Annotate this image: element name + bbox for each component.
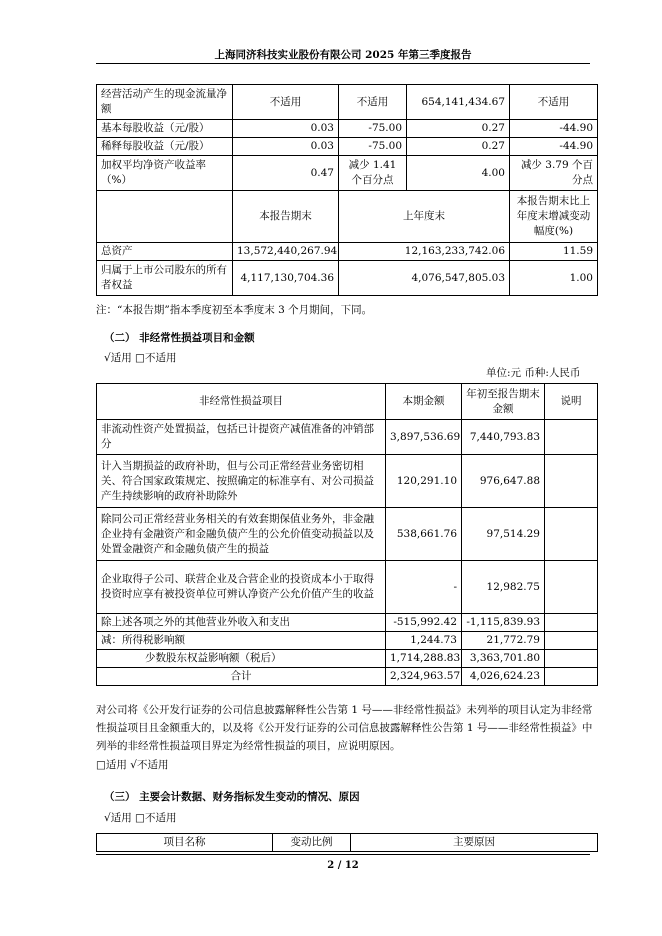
table-cell: 0.03 [233,120,339,138]
table-cell: 归属于上市公司股东的所有者权益 [97,261,233,296]
table-cell: 4,117,130,704.36 [233,261,339,296]
table-cell [97,191,233,243]
table-cell: 计入当期损益的政府补助，但与公司正常经营业务密切相关、符合国家政策规定、按照确定的标准享有、对公司损益产生持续影响的政府补助除外 [97,455,386,508]
table-cell: 13,572,440,267.94 [233,243,339,261]
table-cell: -75.00 [339,138,407,156]
table-cell [545,614,598,632]
financial-data-table [96,84,598,296]
table-cell: -44.90 [510,138,598,156]
table-subheader-row [97,191,598,243]
table-cell: 经营活动产生的现金流量净额 [97,85,233,120]
applicability-checkbox-2: □适用 √不适用 [96,759,169,771]
table-row [97,243,598,261]
table-row [97,156,598,191]
table-row [97,650,598,668]
table-header-cell: 非经常性损益项目 [97,384,386,420]
header-rule [96,63,590,64]
table-cell: 97,514.29 [462,508,545,561]
explanation-paragraph: 对公司将《公开发行证券的公司信息披露解释性公告第 1 号——非经常性损益》未列举的项目认定为非经常性损益项目且金额重大的，以及将《公开发行证券的公司信息披露解释性公告第 1 号——非经常性损益》中列举的非经常性损益项目界定为经常性损益的项目，应说明原因。 [96,704,593,752]
table-cell: 21,772.79 [462,632,545,650]
table-row [97,420,598,455]
table-cell: 加权平均净资产收益率（%） [97,156,233,191]
table-cell [545,668,598,686]
section-title-2: （二） 非经常性损益项目和金额 [104,332,255,344]
unit-label: 单位:元 币种:人民币 [486,367,581,379]
table-cell: -1,115,839.93 [462,614,545,632]
table-cell: 减少 1.41 个百分点 [339,156,407,191]
table-cell: 12,163,233,742.06 [339,243,510,261]
table-cell: 稀释每股收益（元/股） [97,138,233,156]
table-cell: 合计 [97,668,386,686]
table-cell: 1,244.73 [386,632,462,650]
table-cell: 12,982.75 [462,561,545,614]
table-cell: 企业取得子公司、联营企业及合营企业的投资成本小于取得投资时应享有被投资单位可辨认净资产公允价值产生的收益 [97,561,386,614]
table-cell [545,508,598,561]
table-row [97,561,598,614]
footer-rule [96,854,590,855]
table-row [97,120,598,138]
table-cell: 654,141,434.67 [407,85,510,120]
table-cell: 除上述各项之外的其他营业外收入和支出 [97,614,386,632]
table-cell: 4,026,624.23 [462,668,545,686]
table-cell: 除同公司正常经营业务相关的有效套期保值业务外，非金融企业持有金融资产和金融负债产生的公允价值变动损益以及处置金融资产和金融负债产生的损益 [97,508,386,561]
table-cell: 4.00 [407,156,510,191]
table-header-row [97,834,598,852]
table-cell: 0.27 [407,120,510,138]
table-cell: 1.00 [510,261,598,296]
table-cell: 基本每股收益（元/股） [97,120,233,138]
table-cell: 减：所得税影响额 [97,632,386,650]
table-header-cell: 变动比例 [273,834,351,852]
table-cell: 2,324,963.57 [386,668,462,686]
change-reasons-table [96,833,598,852]
table-cell: 11.59 [510,243,598,261]
table-cell: 538,661.76 [386,508,462,561]
non-recurring-gains-table [96,383,598,686]
table-cell: 4,076,547,805.03 [339,261,510,296]
table-cell: 120,291.10 [386,455,462,508]
table-cell: 0.47 [233,156,339,191]
table-cell [545,650,598,668]
table-cell: 少数股东权益影响额（税后） [97,650,386,668]
table-cell [545,455,598,508]
table-cell: 不适用 [339,85,407,120]
table-cell: 3,363,701.80 [462,650,545,668]
table-cell [545,561,598,614]
table-cell: 976,647.88 [462,455,545,508]
table-cell [545,420,598,455]
table-header-cell: 主要原因 [351,834,598,852]
table-cell: 0.03 [233,138,339,156]
table-row [97,261,598,296]
page-header-title: 上海同济科技实业股份有限公司 2025 年第三季度报告 [214,49,472,61]
table-cell: -75.00 [339,120,407,138]
table-header-row [97,384,598,420]
table-header-cell: 说明 [545,384,598,420]
table-cell: -44.90 [510,120,598,138]
table-header-cell: 本期金额 [386,384,462,420]
table-total-row [97,668,598,686]
section-title-3: （三） 主要会计数据、财务指标发生变动的情况、原因 [104,791,360,803]
table-cell: 总资产 [97,243,233,261]
table-cell: 不适用 [233,85,339,120]
table-cell: 减少 3.79 个百分点 [510,156,598,191]
table-header-cell: 本报告期末 [233,191,339,243]
table-cell: 3,897,536.69 [386,420,462,455]
table-note: 注：“本报告期”指本季度初至本季度末 3 个月期间，下同。 [96,304,373,316]
table-row [97,138,598,156]
table-cell: 0.27 [407,138,510,156]
table-cell: 不适用 [510,85,598,120]
table-header-cell: 本报告期末比上年度末增减变动幅度(%) [510,191,598,243]
table-header-cell: 项目名称 [97,834,273,852]
table-header-cell: 年初至报告期末金额 [462,384,545,420]
table-cell: 7,440,793.83 [462,420,545,455]
table-cell: 非流动性资产处置损益，包括已计提资产减值准备的冲销部分 [97,420,386,455]
table-cell: 1,714,288.83 [386,650,462,668]
table-row [97,632,598,650]
page-number: 2 / 12 [327,860,359,871]
applicability-checkbox: √适用 □不适用 [104,352,177,364]
table-row [97,508,598,561]
table-row [97,85,598,120]
table-row [97,614,598,632]
table-row [97,455,598,508]
table-cell [545,632,598,650]
table-cell: -515,992.42 [386,614,462,632]
table-cell: - [386,561,462,614]
table-header-cell: 上年度末 [339,191,510,243]
applicability-checkbox-3: √适用 □不适用 [104,812,177,824]
